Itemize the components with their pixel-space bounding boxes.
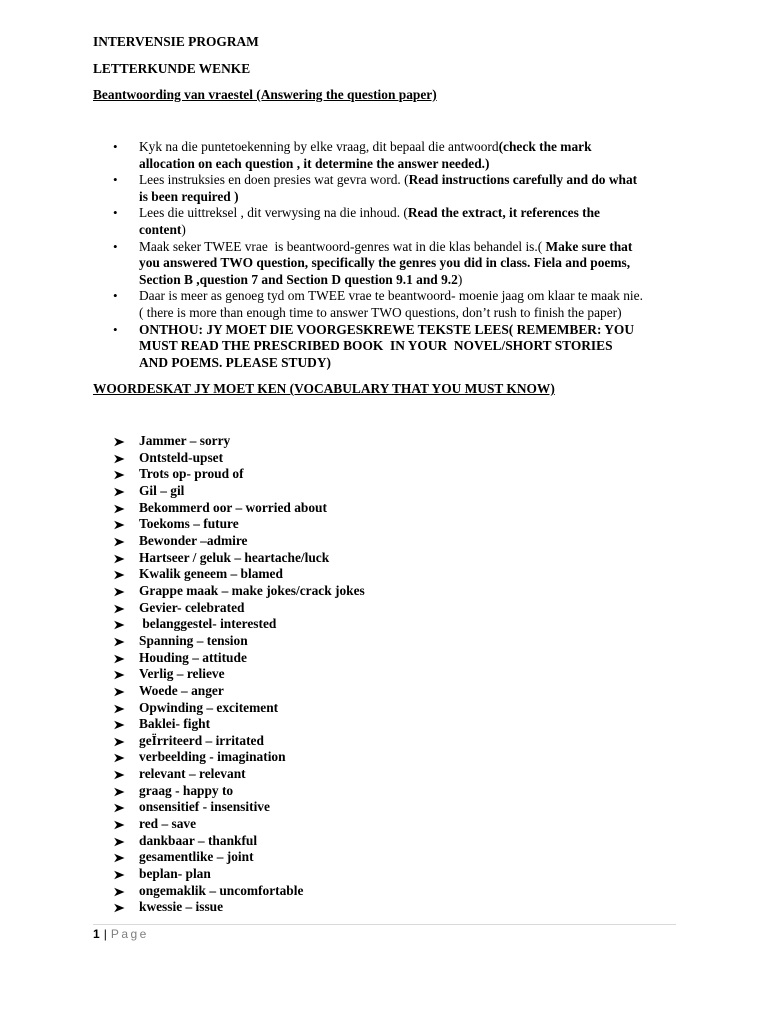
arrow-bullet-icon: [113, 803, 125, 813]
tip-line: [139, 255, 674, 272]
tip-item: [93, 288, 674, 321]
tip-text: Daar is meer as genoeg tyd om TWEE vrae te beantwoord- moenie jaag om klaar te maak nie.: [139, 288, 643, 304]
vocab-term: Hartseer / geluk – heartache/luck: [139, 549, 330, 565]
program-title: INTERVENSIE PROGRAM: [93, 34, 259, 49]
arrow-bullet-icon: [113, 554, 125, 564]
arrow-bullet-icon: [113, 670, 125, 680]
vocab-item: [93, 516, 678, 533]
tip-item: [93, 139, 674, 172]
tip-text-bold: ONTHOU: JY MOET DIE VOORGESKREWE TEKSTE LEES( REMEMBER: YOU: [139, 321, 635, 337]
arrow-bullet-icon: [113, 720, 125, 730]
bullet-icon: •: [113, 288, 118, 304]
vocab-item: [93, 650, 678, 667]
tip-line: [139, 222, 674, 239]
arrow-bullet-icon: [113, 570, 125, 580]
tip-line: [139, 205, 674, 222]
vocab-item: [93, 616, 678, 633]
vocab-term: relevant – relevant: [139, 766, 246, 782]
tip-item: [93, 322, 674, 372]
section-title: LETTERKUNDE WENKE: [93, 61, 251, 76]
arrow-bullet-icon: [113, 604, 125, 614]
tip-line: [139, 355, 674, 372]
vocab-term: Ontsteld-upset: [139, 449, 224, 465]
bullet-icon: •: [113, 139, 118, 154]
tip-text-bold: MUST READ THE PRESCRIBED BOOK IN YOUR NOVEL/SHORT STORIES: [139, 338, 613, 354]
vocab-term: verbeelding - imagination: [139, 749, 286, 765]
vocab-term: kwessie – issue: [139, 899, 224, 915]
arrow-bullet-icon: [113, 887, 125, 897]
vocab-item: [93, 833, 678, 850]
vocab-item: [93, 433, 678, 450]
arrow-bullet-icon: [113, 787, 125, 797]
tip-text: Maak seker TWEE vrae is beantwoord-genres wat in die klas behandel is.(: [139, 238, 546, 254]
vocab-term: Houding – attitude: [139, 649, 247, 665]
arrow-bullet-icon: [113, 704, 125, 714]
vocab-item: [93, 816, 678, 833]
vocab-item: [93, 866, 678, 883]
tip-item: [93, 172, 674, 205]
bullet-icon: •: [113, 238, 118, 254]
tip-text: ): [181, 221, 186, 237]
vocab-item: [93, 849, 678, 866]
tip-text: ): [457, 271, 463, 287]
vocab-term: onsensitief - insensitive: [139, 799, 270, 815]
vocab-term: Trots op- proud of: [139, 466, 244, 482]
tip-text-bold: AND POEMS. PLEASE STUDY): [139, 354, 331, 370]
page-footer: [93, 927, 149, 941]
arrow-bullet-icon: [113, 853, 125, 863]
vocab-term: Verlig – relieve: [139, 666, 225, 682]
tip-text: Lees die uittreksel , dit verwysing na die inhoud. (: [139, 205, 408, 221]
vocab-term: Woede – anger: [139, 682, 224, 698]
vocabulary-list: [93, 433, 678, 916]
answering-subtitle: Beantwoording van vraestel (Answering the question paper): [93, 87, 437, 102]
vocab-item: [93, 666, 678, 683]
tip-line: [139, 288, 674, 305]
tip-line: [139, 239, 674, 256]
vocab-term: Opwinding – excitement: [139, 699, 279, 715]
footer-divider: [93, 924, 676, 925]
page-number: 1: [93, 927, 100, 941]
tip-line: [139, 305, 674, 322]
tip-text-bold: Read instructions carefully and do what: [408, 172, 638, 188]
vocab-item: [93, 700, 678, 717]
vocab-term: Baklei- fight: [139, 716, 211, 732]
tip-text-bold: Make sure that: [545, 238, 633, 254]
arrow-bullet-icon: [113, 870, 125, 880]
arrow-bullet-icon: [113, 470, 125, 480]
vocab-term: Toekoms – future: [139, 516, 239, 532]
tip-text-bold: Read the extract, it references the: [407, 205, 600, 221]
tip-item: [93, 205, 674, 238]
vocab-term: belanggestel- interested: [139, 616, 277, 632]
vocabulary-heading: WOORDESKAT JY MOET KEN (VOCABULARY THAT YOU MUST KNOW): [93, 381, 555, 396]
vocab-term: red – save: [139, 816, 197, 832]
arrow-bullet-icon: [113, 487, 125, 497]
bullet-icon: •: [113, 205, 118, 221]
tip-text: ( there is more than enough time to answer TWO questions, don’t rush to finish the paper): [139, 304, 622, 320]
arrow-bullet-icon: [113, 437, 125, 447]
tip-text-bold: content: [139, 221, 182, 237]
tip-text-bold: Section B ,question 7 and Section D question 9.1 and 9.2: [139, 271, 458, 287]
vocab-item: [93, 716, 678, 733]
tip-item: [93, 239, 674, 289]
tips-list: [93, 139, 678, 371]
vocab-term: Kwalik geneem – blamed: [139, 566, 283, 582]
arrow-bullet-icon: [113, 753, 125, 763]
vocab-term: Bekommerd oor – worried about: [139, 499, 327, 515]
vocab-term: Gevier- celebrated: [139, 599, 245, 615]
vocab-item: [93, 733, 678, 750]
tip-text-bold: allocation on each question , it determine the answer needed.): [139, 155, 490, 171]
vocab-item: [93, 466, 678, 483]
arrow-bullet-icon: [113, 620, 125, 630]
arrow-bullet-icon: [113, 820, 125, 830]
vocab-term: geÏrriteerd – irritated: [139, 732, 264, 748]
vocab-term: Spanning – tension: [139, 632, 248, 648]
tip-line: [139, 172, 674, 189]
vocab-term: graag - happy to: [139, 782, 234, 798]
page-label: Page: [110, 927, 149, 941]
arrow-bullet-icon: [113, 770, 125, 780]
footer-separator: |: [103, 927, 107, 941]
vocab-term: Grappe maak – make jokes/crack jokes: [139, 582, 365, 598]
tip-text: Kyk na die puntetoekenning by elke vraag, dit bepaal die antwoord: [139, 139, 499, 154]
vocab-term: Jammer – sorry: [139, 433, 231, 448]
vocab-item: [93, 483, 678, 500]
tip-line: [139, 322, 674, 339]
vocab-item: [93, 500, 678, 517]
vocab-item: [93, 600, 678, 617]
vocab-item: [93, 533, 678, 550]
vocab-item: [93, 583, 678, 600]
tip-line: [139, 139, 674, 156]
vocab-item: [93, 450, 678, 467]
arrow-bullet-icon: [113, 737, 125, 747]
arrow-bullet-icon: [113, 903, 125, 913]
tip-text-bold: (check the mark: [498, 139, 592, 154]
arrow-bullet-icon: [113, 504, 125, 514]
arrow-bullet-icon: [113, 687, 125, 697]
arrow-bullet-icon: [113, 637, 125, 647]
arrow-bullet-icon: [113, 587, 125, 597]
vocab-item: [93, 550, 678, 567]
vocab-item: [93, 749, 678, 766]
vocab-term: beplan- plan: [139, 866, 211, 882]
vocab-term: ongemaklik – uncomfortable: [139, 882, 304, 898]
vocab-item: [93, 799, 678, 816]
arrow-bullet-icon: [113, 537, 125, 547]
vocab-term: Gil – gil: [139, 482, 185, 498]
arrow-bullet-icon: [113, 520, 125, 530]
tip-line: [139, 189, 674, 206]
vocab-term: gesamentlike – joint: [139, 849, 254, 865]
tip-text: Lees instruksies en doen presies wat gevra word. (: [139, 172, 409, 188]
arrow-bullet-icon: [113, 837, 125, 847]
vocab-item: [93, 883, 678, 900]
vocab-item: [93, 766, 678, 783]
vocab-item: [93, 899, 678, 916]
vocab-item: [93, 633, 678, 650]
bullet-icon: •: [113, 172, 118, 188]
vocab-item: [93, 683, 678, 700]
tip-text-bold: you answered TWO question, specifically the genres you did in class. Fiela and poems,: [139, 255, 631, 271]
tip-text-bold: is been required ): [139, 188, 239, 204]
bullet-icon: •: [113, 321, 118, 337]
vocab-term: dankbaar – thankful: [139, 832, 258, 848]
tip-line: [139, 338, 674, 355]
vocab-item: [93, 566, 678, 583]
arrow-bullet-icon: [113, 454, 125, 464]
tip-line: [139, 272, 674, 289]
tip-line: [139, 156, 674, 173]
arrow-bullet-icon: [113, 654, 125, 664]
vocab-item: [93, 783, 678, 800]
vocab-term: Bewonder –admire: [139, 532, 248, 548]
